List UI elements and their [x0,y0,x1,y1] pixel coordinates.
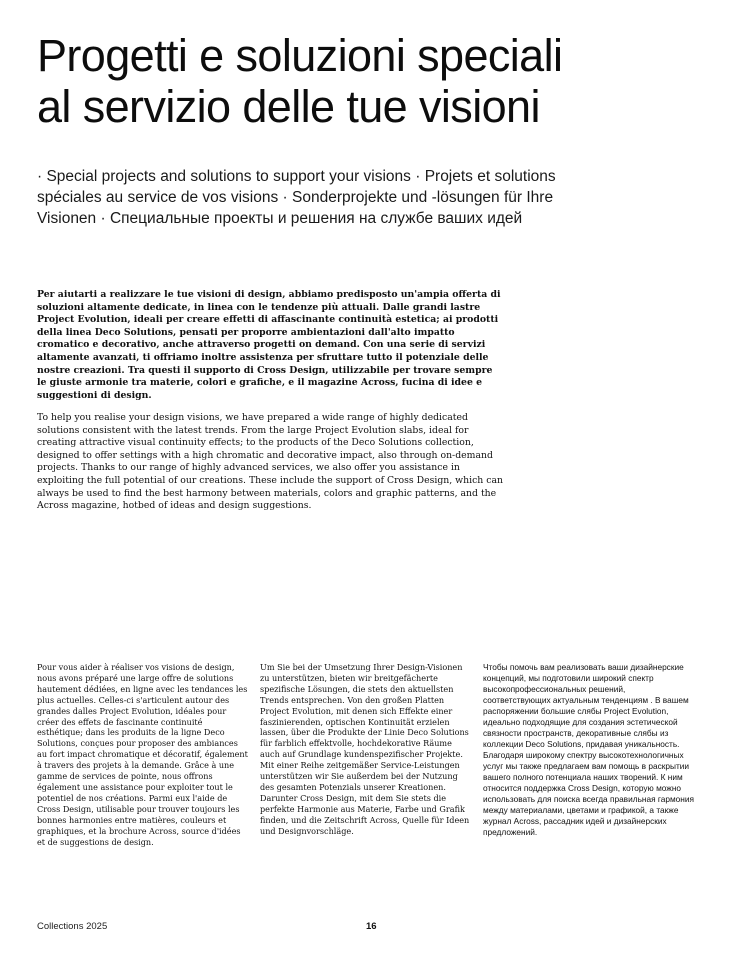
column-german: Um Sie bei der Umsetzung Ihrer Design-Visionen zu unterstützen, bieten wir breitgefächerte spezifische Lösungen, die stets den aktuellsten Trends entsprechen. Von den großen Platten Project Evolution, mit denen sich Effekte einer faszinierenden, optischen Kontinuität erzielen lassen, über die Produkte der Linie Deco Solutions für farblich effektvolle, hochdekorative Räume auch auf Grundlage kundenspezifischer Projekte. Mit einer Reihe zeitgemäßer Service-Leistungen unterstützen wir Sie außerdem bei der Nutzung des gesamten Potenzials unserer Kreationen. Darunter Cross Design, mit dem Sie stets die perfekte Harmonie aus Materie, Farbe und Grafik finden, und die Zeitschrift Across, Quelle für Ideen und Designvorschläge. [260,662,470,836]
footer-publication-label: Collections 2025 [37,921,108,932]
multilingual-subtitle: · Special projects and solutions to support your visions · Projets et solutions spéciales au service de vos visions · Sonderprojekte und -lösungen für Ihre Visionen · Специальные проекты и решения на службе ваших идей [37,168,556,227]
page-number: 16 [366,921,377,932]
intro-paragraph-italian: Per aiutarti a realizzare le tue visioni di design, abbiamo predisposto un'ampia offerta di soluzioni altamente dedicate, in linea con le tendenze più attuali. Dalle grandi lastre Project Evolution, ideali per creare effetti di affascinante continuità estetica; ai prodotti della linea Deco Solutions, pensati per proporre ambientazioni dall'alto impatto cromatico e decorativo, anche attraverso progetti on demand. Con una serie di servizi altamente avanzati, ti offriamo inoltre assistenza per sfruttare tutto il potenziale delle nostre creazioni. Tra questi il supporto di Cross Design, utilizzabile per trovare sempre le giuste armonie tra materie, colori e grafiche, e il magazine Across, fucina di idee e suggestioni di design. [37,289,501,401]
column-french: Pour vous aider à réaliser vos visions de design, nous avons préparé une large offre de solutions hautement dédiées, en ligne avec les tendances les plus actuelles. Celles-ci s'articulent autour des grandes dalles Project Evolution, idéales pour créer des effets de fascinante continuité esthétique; dans les produits de la ligne Deco Solutions, conçues pour proposer des ambiances au fort impact chromatique et décoratif, également à travers des projets à la demande. Grâce à une gamme de services de pointe, nous offrons également une assistance pour exploiter tout le potentiel de nos créations. Parmi eux l'aide de Cross Design, utilisable pour trouver toujours les bonnes harmonies entre matières, couleurs et graphiques, et la brochure Across, source d'idées et de suggestions de design. [37,662,248,847]
column-russian: Чтобы помочь вам реализовать ваши дизайнерские концепций, мы подготовили широкий спектр высокопрофессиональных решений, соответствующих актуальным тенденциям . В вашем распоряжении большие слябы Project Evolution, идеально подходящие для создания эстетической связности пространств, декоративные слябы из коллекции Deco Solutions, придавая уникальность. Благодаря широкому спектру высокотехнологичных услуг мы также предлагаем вам помощь в раскрытии вашего полного потенциала наших творений. К ним относится поддержка Cross Design, которую можно использовать для поиска всегда правильная гармония между материалами, цветами и графикой, а также журнал Across, рассадник идей и дизайнерских предложений. [483,662,694,837]
intro-paragraph-english: To help you realise your design visions, we have prepared a wide range of highly dedicated solutions consistent with the latest trends. From the large Project Evolution slabs, ideal for creating attractive visual continuity effects; to the products of the Deco Solutions collection, designed to offer settings with a high chromatic and decorative impact, also through on-demand projects. Thanks to our range of highly advanced services, we also offer you assistance in exploiting the full potential of our creations. These include the support of Cross Design, which can always be used to find the best harmony between materials, colors and graphic patterns, and the Across magazine, hotbed of ideas and design suggestions. [37,412,503,512]
page-title [37,30,717,132]
page-title-line-2: al servizio delle tue visioni [37,81,540,132]
page-title-line-1: Progetti e soluzioni speciali [37,30,563,81]
